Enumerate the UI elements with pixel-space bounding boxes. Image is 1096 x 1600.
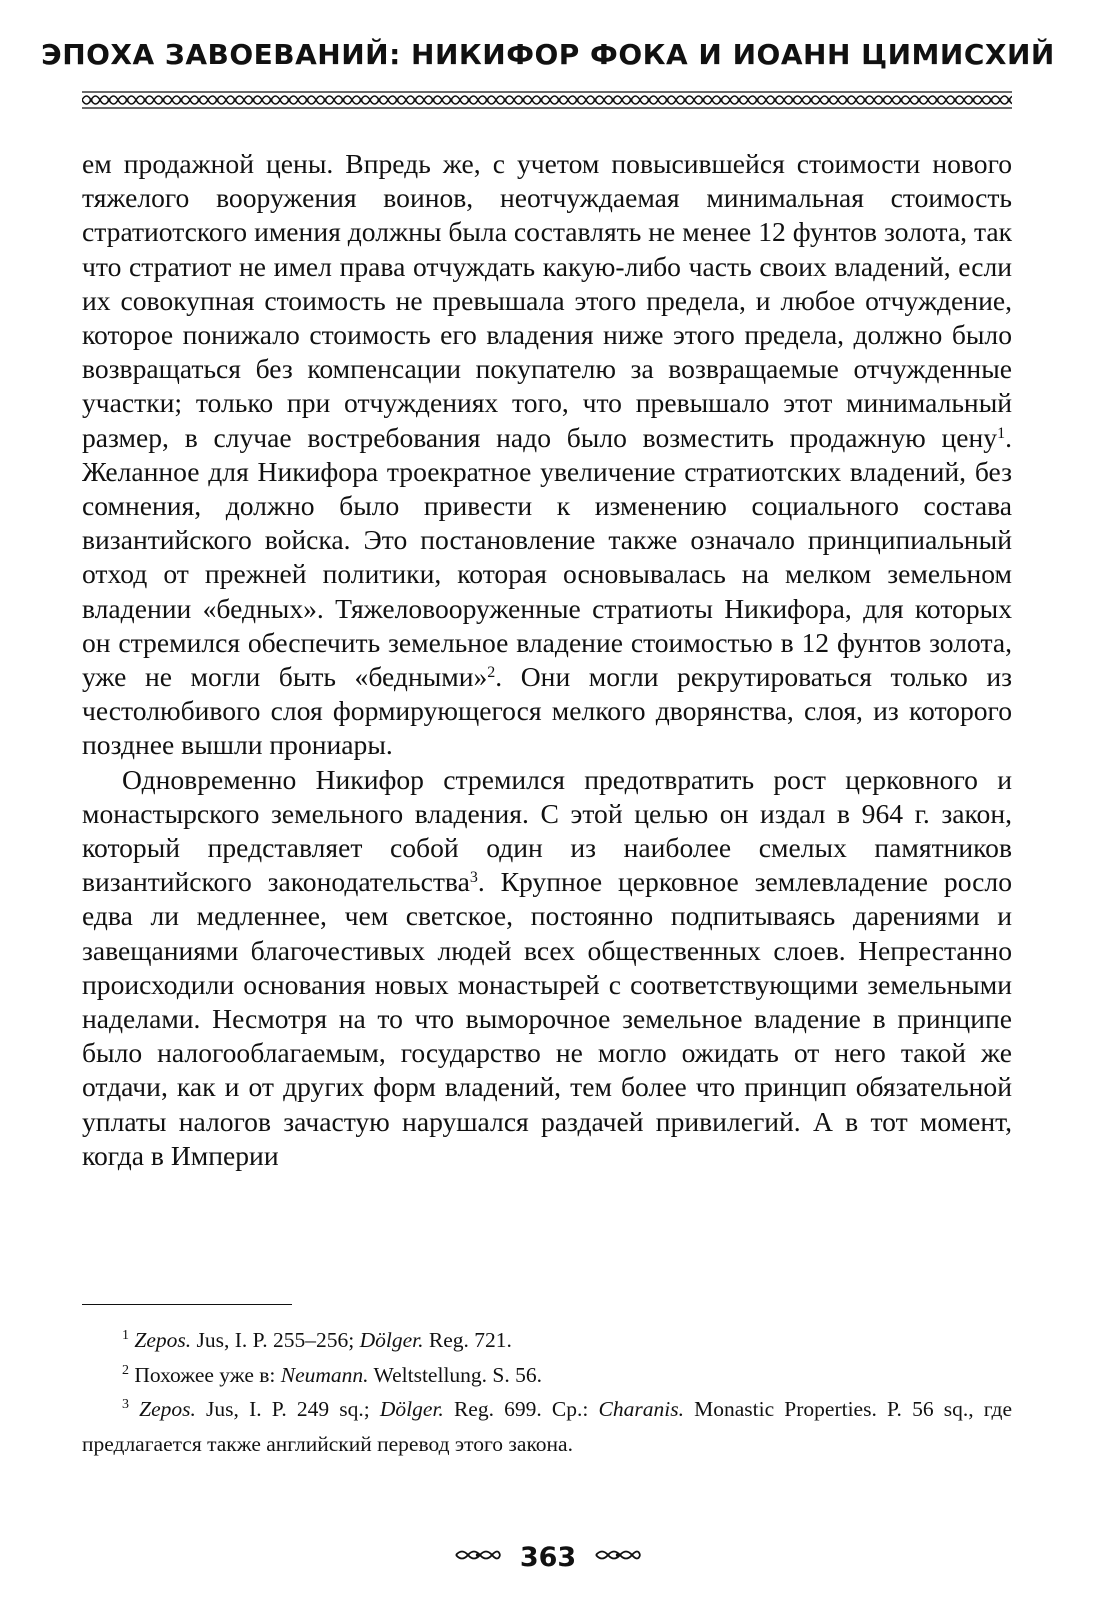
- paragraph: [82, 147, 1012, 763]
- page-number: 363: [519, 1541, 577, 1573]
- text-span: . Крупное церковное землевладение росло едва ли медленнее, чем светское, постоянно подпитываясь дарениями и завещаниями благочестивых людей всех общественных слоев. Непрестанно происходили основания новых монастырей с соответствующими земельными наделами. Несмотря на то что выморочное земельное владение в принципе было налогооблагаемым, государство не могло ожидать от него такой же отдачи, как и от других форм владений, тем более что принцип обязательной уплаты налогов зачастую нарушался раздачей привилегий. А в тот момент, когда в Империи: [82, 866, 1012, 1171]
- text-span: ем продажной цены. Впредь же, с учетом повысившейся стоимости нового тяжелого вооружения воинов, неотчуждаемая минимальная стоимость стратиотского имения должны была составлять не менее 12 фунтов золота, так что стратиот не имел права отчуждать какую-либо часть своих владений, если их совокупная стоимость не превышала этого предела, и любое отчуждение, которое понижало стоимость его владения ниже этого предела, должно было возвращаться без компенсации покупателю за возвращаемые отчужденные участки; только при отчуждениях того, что превышало этот минимальный размер, в случае востребования надо было возместить продажную цену: [82, 148, 1012, 453]
- text-span: Reg. 699. Ср.:: [443, 1397, 599, 1421]
- footnote-ref: 3: [469, 869, 478, 887]
- author-name: Zepos.: [134, 1328, 192, 1352]
- text-span: Jus, I. P. 249 sq.;: [195, 1397, 380, 1421]
- main-text: [82, 147, 1012, 1173]
- text-span: Одновременно Никифор стремился предотвратить рост церковного и монастырского земельного владения. С этой целью он издал в 964 г. закон, который представляет собой один из наиболее смелых памятников византийского законодательства: [82, 763, 1012, 898]
- footnote-3: [82, 1392, 1012, 1461]
- author-name: Neumann.: [280, 1362, 369, 1387]
- text-span: Похожее уже в:: [134, 1362, 281, 1387]
- footnotes: [82, 1323, 1012, 1461]
- footnote-1: [82, 1323, 1012, 1358]
- header-ornament-band: [82, 91, 1012, 109]
- footnote-number: 2: [122, 1362, 129, 1378]
- footnote-ref: 1: [997, 424, 1006, 442]
- footnote-divider: [82, 1304, 292, 1305]
- footnote-2: [82, 1358, 1012, 1393]
- author-name: Charanis.: [598, 1397, 684, 1421]
- paragraph: [82, 763, 1012, 1173]
- footnote-number: 1: [122, 1328, 129, 1343]
- author-name: Dölger.: [379, 1397, 444, 1421]
- text-span: . Желанное для Никифора троекратное увеличение стратиотских владений, без сомнения, должно было привести к изменению социального состава византийского войска. Это постановление также означало принципиальный отход от прежней политики, которая основывалась на мелком земельном владении «бедных». Тяжеловооруженные стратиоты Никифора, для которых он стремился обеспечить земельное владение стоимостью в 12 фунтов золота, уже не могли быть «бедными»: [82, 421, 1012, 693]
- right-ornament-icon: [594, 1547, 642, 1568]
- text-span: Weltstellung. S. 56.: [368, 1362, 543, 1387]
- text-span: . Они могли рекрутироваться только из честолюбивого слоя формирующегося мелкого дворянства, слоя, из которого позднее вышли прониары.: [82, 661, 1012, 761]
- running-header: ЭПОХА ЗАВОЕВАНИЙ: НИКИФОР ФОКА И ИОАНН ЦИМИСХИЙ: [41, 38, 1055, 71]
- footnote-number: 3: [122, 1397, 129, 1412]
- author-name: Dölger.: [359, 1328, 424, 1352]
- text-span: Reg. 721.: [423, 1328, 512, 1352]
- text-span: Jus, I. P. 255–256;: [191, 1328, 360, 1352]
- footnote-ref: 2: [487, 664, 496, 682]
- left-ornament-icon: [454, 1547, 502, 1568]
- text-span: Monastic Properties. P. 56 sq., где предлагается также английский перевод этого закона.: [82, 1397, 1012, 1456]
- page-footer: [0, 1537, 1096, 1577]
- author-name: Zepos.: [139, 1397, 196, 1421]
